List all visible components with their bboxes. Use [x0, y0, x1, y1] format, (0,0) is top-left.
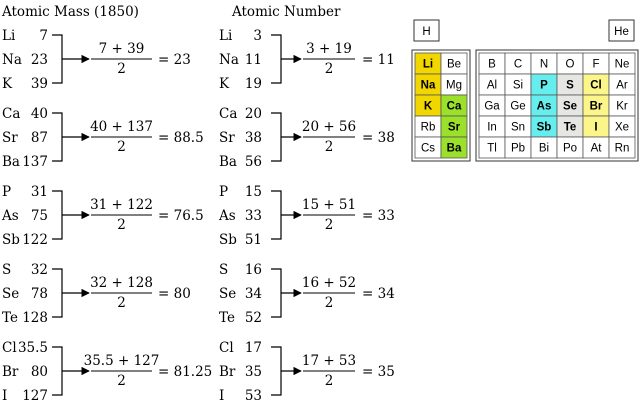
element-cs-label: Cs: [420, 142, 436, 155]
mass-symbol-2-a: P: [2, 184, 12, 200]
element-sr-label: Sr: [447, 121, 461, 134]
mass-bracket-2: [52, 191, 62, 239]
mass-numerator-1: 40 + 137: [90, 119, 153, 135]
atomic-mass-header: Atomic Mass (1850): [2, 4, 139, 20]
element-in-label: In: [487, 121, 497, 134]
mass-value-1-a: 40: [30, 106, 48, 122]
mass-symbol-1-a: Ca: [2, 106, 21, 122]
element-si-label: Si: [512, 79, 524, 92]
number-value-0-a: 3: [253, 28, 262, 44]
number-symbol-4-b: Br: [219, 364, 236, 380]
number-symbol-0-a: Li: [219, 28, 233, 44]
mass-denominator-3: 2: [117, 295, 126, 311]
element-kr-label: Kr: [616, 100, 628, 113]
number-value-1-b: 38: [244, 130, 262, 146]
number-symbol-1-c: Ba: [219, 154, 237, 170]
number-result-1: = 38: [362, 130, 395, 146]
number-symbol-1-a: Ca: [219, 106, 238, 122]
element-ar-label: Ar: [616, 79, 628, 92]
mass-numerator-0: 7 + 39: [98, 41, 145, 57]
mass-value-0-a: 7: [39, 28, 48, 44]
number-value-3-a: 16: [244, 262, 262, 278]
number-value-4-c: 53: [244, 388, 262, 404]
number-denominator-3: 2: [324, 295, 334, 311]
number-symbol-1-b: Sr: [219, 130, 235, 146]
mass-value-0-b: 23: [30, 52, 48, 68]
number-result-2: = 33: [362, 208, 395, 224]
number-numerator-1: 20 + 56: [301, 119, 357, 135]
mass-bracket-4: [52, 347, 62, 395]
element-ne-label: Ne: [614, 58, 630, 71]
mass-symbol-3-b: Se: [2, 286, 20, 302]
triad-groups: [1, 28, 395, 404]
element-xe-label: Xe: [614, 121, 630, 134]
mass-value-1-b: 87: [30, 130, 48, 146]
element-b-label: B: [488, 58, 496, 71]
mass-symbol-0-a: Li: [2, 28, 16, 44]
mass-value-3-c: 128: [22, 310, 48, 326]
number-result-3: = 34: [362, 286, 395, 302]
number-value-0-b: 11: [244, 52, 262, 68]
mass-denominator-0: 2: [117, 61, 126, 77]
number-symbol-2-a: P: [219, 184, 229, 200]
mass-symbol-3-c: Te: [2, 310, 18, 326]
mass-symbol-2-b: As: [2, 208, 19, 224]
mass-symbol-0-c: K: [2, 76, 13, 92]
number-denominator-4: 2: [324, 373, 334, 389]
mass-numerator-2: 31 + 122: [90, 197, 153, 213]
atomic-number-header: Atomic Number: [232, 4, 341, 20]
mass-result-0: = 23: [158, 52, 191, 68]
number-numerator-4: 17 + 53: [301, 353, 357, 369]
number-bracket-0: [271, 35, 281, 83]
mass-numerator-4: 35.5 + 127: [83, 353, 160, 369]
number-result-4: = 35: [362, 364, 395, 380]
number-value-1-a: 20: [244, 106, 262, 122]
mass-value-2-a: 31: [30, 184, 48, 200]
element-cl-label: Cl: [590, 79, 602, 92]
number-denominator-0: 2: [324, 61, 334, 77]
mass-denominator-2: 2: [117, 217, 126, 233]
element-s-label: S: [566, 79, 574, 92]
element-i-label: I: [594, 121, 598, 134]
mass-bracket-0: [52, 35, 62, 83]
mass-symbol-1-c: Ba: [2, 154, 20, 170]
element-p-label: P: [540, 79, 548, 92]
element-rn-label: Rn: [614, 142, 630, 155]
hydrogen-label: H: [422, 26, 431, 38]
element-br-label: Br: [589, 100, 603, 113]
mass-value-2-c: 122: [22, 232, 48, 248]
mass-symbol-0-b: Na: [2, 52, 22, 68]
number-numerator-2: 15 + 51: [301, 197, 357, 213]
element-na-label: Na: [420, 79, 436, 92]
element-ba-label: Ba: [446, 142, 462, 155]
number-symbol-0-c: K: [219, 76, 230, 92]
number-value-4-b: 35: [244, 364, 262, 380]
number-value-4-a: 17: [244, 340, 262, 356]
number-symbol-0-b: Na: [219, 52, 239, 68]
number-denominator-2: 2: [324, 217, 334, 233]
mass-result-3: = 80: [158, 286, 191, 302]
mass-value-3-a: 32: [30, 262, 48, 278]
mass-symbol-4-a: Cl: [2, 340, 17, 356]
mass-symbol-2-c: Sb: [2, 232, 20, 248]
number-symbol-3-b: Se: [219, 286, 237, 302]
mass-value-4-a: 35.5: [17, 340, 48, 356]
number-bracket-1: [271, 113, 281, 161]
mass-result-2: = 76.5: [158, 208, 204, 224]
mass-denominator-4: 2: [117, 373, 126, 389]
number-value-2-a: 15: [244, 184, 262, 200]
element-te-label: Te: [563, 121, 577, 134]
number-value-3-c: 52: [244, 310, 262, 326]
element-pb-label: Pb: [510, 142, 526, 155]
element-sn-label: Sn: [510, 121, 526, 134]
mass-symbol-1-b: Sr: [2, 130, 18, 146]
element-f-label: F: [592, 58, 600, 71]
number-value-0-c: 19: [244, 76, 262, 92]
number-numerator-0: 3 + 19: [306, 41, 352, 57]
mass-value-4-b: 80: [30, 364, 48, 380]
element-tl-label: Tl: [487, 142, 497, 155]
number-symbol-2-c: Sb: [219, 232, 237, 248]
element-c-label: C: [513, 58, 523, 71]
number-bracket-2: [271, 191, 281, 239]
element-k-label: K: [423, 100, 433, 113]
element-be-label: Be: [446, 58, 462, 71]
number-value-3-b: 34: [244, 286, 262, 302]
mass-value-0-c: 39: [30, 76, 48, 92]
number-numerator-3: 16 + 52: [301, 275, 357, 291]
element-as-label: As: [536, 100, 552, 113]
element-o-label: O: [565, 58, 575, 71]
mass-symbol-3-a: S: [2, 262, 12, 278]
number-bracket-4: [271, 347, 281, 395]
element-li-label: Li: [422, 58, 434, 71]
element-ca-label: Ca: [446, 100, 462, 113]
mass-value-4-c: 127: [22, 388, 48, 404]
number-symbol-2-b: As: [219, 208, 236, 224]
element-rb-label: Rb: [420, 121, 436, 134]
mass-result-4: = 81.25: [158, 364, 213, 380]
mass-symbol-4-c: I: [2, 388, 8, 404]
number-symbol-4-a: Cl: [219, 340, 234, 356]
number-symbol-3-a: S: [219, 262, 229, 278]
mass-denominator-1: 2: [117, 139, 126, 155]
element-mg-label: Mg: [446, 79, 462, 92]
number-result-0: = 11: [362, 52, 395, 68]
mass-value-1-c: 137: [22, 154, 48, 170]
number-value-2-c: 51: [244, 232, 262, 248]
mass-value-2-b: 75: [30, 208, 48, 224]
number-symbol-4-c: I: [219, 388, 225, 404]
number-bracket-3: [271, 269, 281, 317]
element-po-label: Po: [562, 142, 578, 155]
helium-label: He: [614, 26, 629, 38]
element-bi-label: Bi: [538, 142, 550, 155]
mass-bracket-1: [52, 113, 62, 161]
number-value-1-c: 56: [244, 154, 262, 170]
element-sb-label: Sb: [536, 121, 552, 134]
number-denominator-1: 2: [324, 139, 334, 155]
periodic-table: [412, 20, 638, 161]
mass-symbol-4-b: Br: [2, 364, 19, 380]
mass-value-3-b: 78: [30, 286, 48, 302]
element-ge-label: Ge: [510, 100, 526, 113]
number-symbol-3-c: Te: [219, 310, 235, 326]
number-value-2-b: 33: [244, 208, 262, 224]
element-al-label: Al: [486, 79, 498, 92]
element-se-label: Se: [562, 100, 578, 113]
element-at-label: At: [590, 142, 602, 155]
mass-bracket-3: [52, 269, 62, 317]
mass-numerator-3: 32 + 128: [90, 275, 153, 291]
element-ga-label: Ga: [484, 100, 500, 113]
element-n-label: N: [539, 58, 549, 71]
mass-result-1: = 88.5: [158, 130, 204, 146]
